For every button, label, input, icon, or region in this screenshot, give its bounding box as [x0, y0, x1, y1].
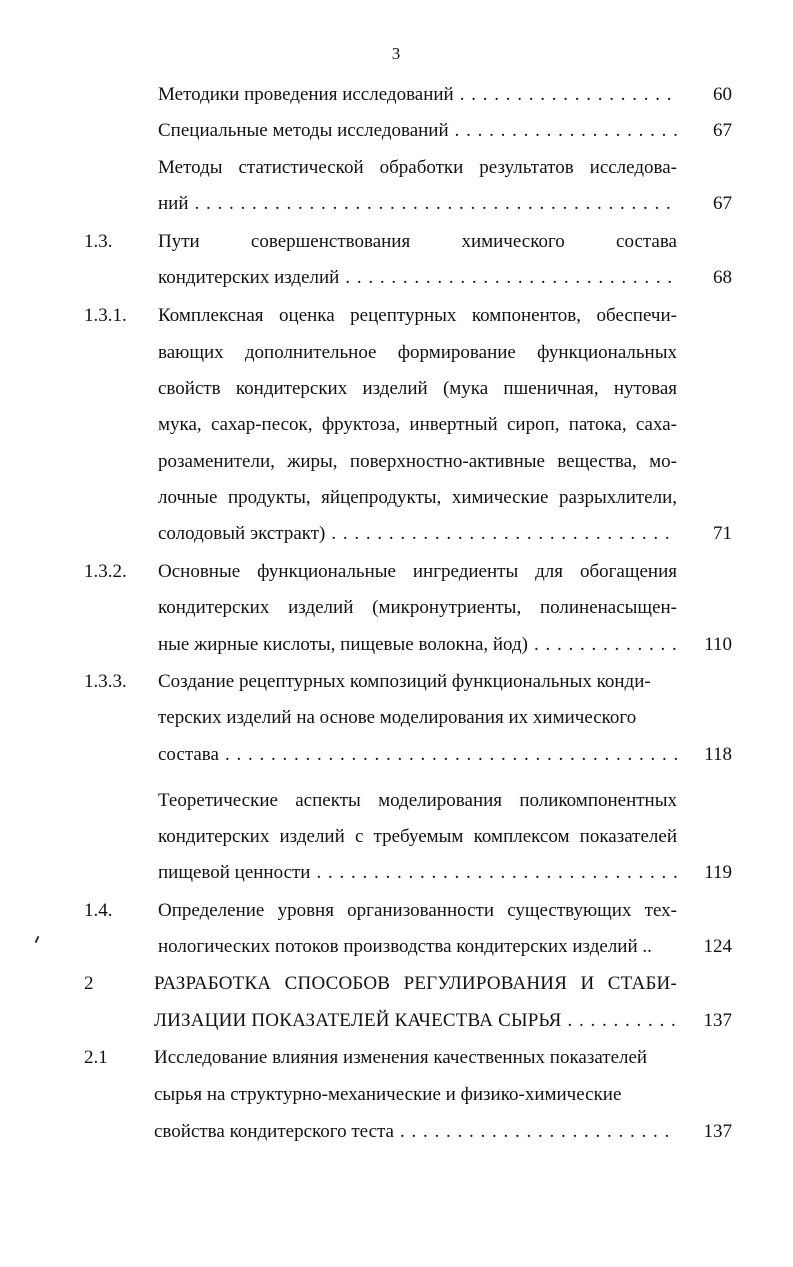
toc-page-ref: 68 [713, 267, 732, 288]
toc-line: кондитерских изделий (микронутриенты, полиненасыщен- [158, 597, 677, 618]
toc-line [158, 742, 677, 768]
toc-line: Пути совершенствования химического состава [158, 231, 677, 252]
toc-page-ref: 67 [713, 193, 732, 214]
toc-section-number: 2.1 [84, 1047, 108, 1068]
toc-section-number: 1.4. [84, 900, 113, 921]
toc-title-text: ЛИЗАЦИИ ПОКАЗАТЕЛЕЙ КАЧЕСТВА СЫРЬЯ [154, 1010, 562, 1031]
toc-line: свойств кондитерских изделий (мука пшеничная, нутовая [158, 378, 677, 399]
toc-line: Основные функциональные ингредиенты для обогащения [158, 561, 677, 582]
toc-line: лочные продукты, яйцепродукты, химические разрыхлители, [158, 487, 677, 508]
scan-artifact-mark [35, 936, 40, 943]
toc-page-ref: 67 [713, 120, 732, 141]
toc-page-ref: 137 [703, 1010, 732, 1031]
toc-line: Теоретические аспекты моделирования поликомпонентных [158, 790, 677, 811]
toc-title-text: солодовый экстракт) [158, 523, 326, 544]
toc-page-ref: 60 [713, 84, 732, 105]
toc-line: Комплексная оценка рецептурных компонентов, обеспечи- [158, 305, 677, 326]
toc-section-number: 2 [84, 973, 94, 994]
toc-section-number: 1.3.3. [84, 671, 127, 692]
toc-page-ref: 71 [713, 523, 732, 544]
toc-title-text: Методики проведения исследований [158, 84, 454, 105]
toc-line [158, 632, 677, 658]
dot-leader [316, 860, 677, 886]
toc-line: Методы статистической обработки результатов исследова- [158, 157, 677, 178]
dot-leader [460, 82, 677, 108]
page-number: 3 [391, 44, 401, 63]
dot-leader [455, 118, 677, 144]
dot-leader [400, 1119, 669, 1145]
dot-leader [345, 265, 677, 291]
toc-section-number: 1.3. [84, 231, 113, 252]
toc-section-number: 1.3.1. [84, 305, 127, 326]
dot-leader [568, 1008, 678, 1034]
toc-line: мука, сахар-песок, фруктоза, инвертный сироп, патока, саха- [158, 414, 677, 435]
toc-line [158, 82, 677, 108]
toc-line [158, 860, 677, 886]
toc-line [158, 521, 677, 547]
toc-title-text: Специальные методы исследований [158, 120, 449, 141]
toc-line [158, 191, 677, 217]
toc-title-text: пищевой ценности [158, 862, 311, 883]
toc-line [154, 1119, 669, 1145]
dot-leader [331, 521, 677, 547]
toc-line [154, 1008, 677, 1034]
toc-line: РАЗРАБОТКА СПОСОБОВ РЕГУЛИРОВАНИЯ И СТАБИ- [154, 973, 677, 994]
dot-leader [195, 191, 677, 217]
toc-title-text: ний [158, 193, 189, 214]
toc-page-ref: 124 [703, 936, 732, 957]
toc-line: вающих дополнительное формирование функциональных [158, 342, 677, 363]
toc-line: сырья на структурно-механические и физико-химические [154, 1084, 622, 1105]
toc-line: нологических потоков производства кондитерских изделий .. [158, 936, 652, 957]
toc-line [158, 265, 677, 291]
toc-line: розаменители, жиры, поверхностно-активные вещества, мо- [158, 451, 677, 472]
toc-page-ref: 118 [704, 744, 732, 765]
toc-section-number: 1.3.2. [84, 561, 127, 582]
toc-title-text: ные жирные кислоты, пищевые волокна, йод) [158, 634, 528, 655]
toc-line: Исследование влияния изменения качественных показателей [154, 1047, 648, 1068]
toc-line: кондитерских изделий с требуемым комплексом показателей [158, 826, 677, 847]
toc-line [158, 118, 677, 144]
toc-title-text: состава [158, 744, 219, 765]
toc-page-ref: 119 [704, 862, 732, 883]
dot-leader [225, 742, 677, 768]
toc-page-ref: 137 [703, 1121, 732, 1142]
toc-title-text: свойства кондитерского теста [154, 1121, 394, 1142]
toc-line: Создание рецептурных композиций функциональных конди- [158, 671, 651, 692]
toc-page-ref: 110 [704, 634, 732, 655]
toc-line: терских изделий на основе моделирования их химического [158, 707, 637, 728]
dot-leader [534, 632, 677, 658]
toc-title-text: кондитерских изделий [158, 267, 340, 288]
toc-line: Определение уровня организованности существующих тех- [158, 900, 677, 921]
